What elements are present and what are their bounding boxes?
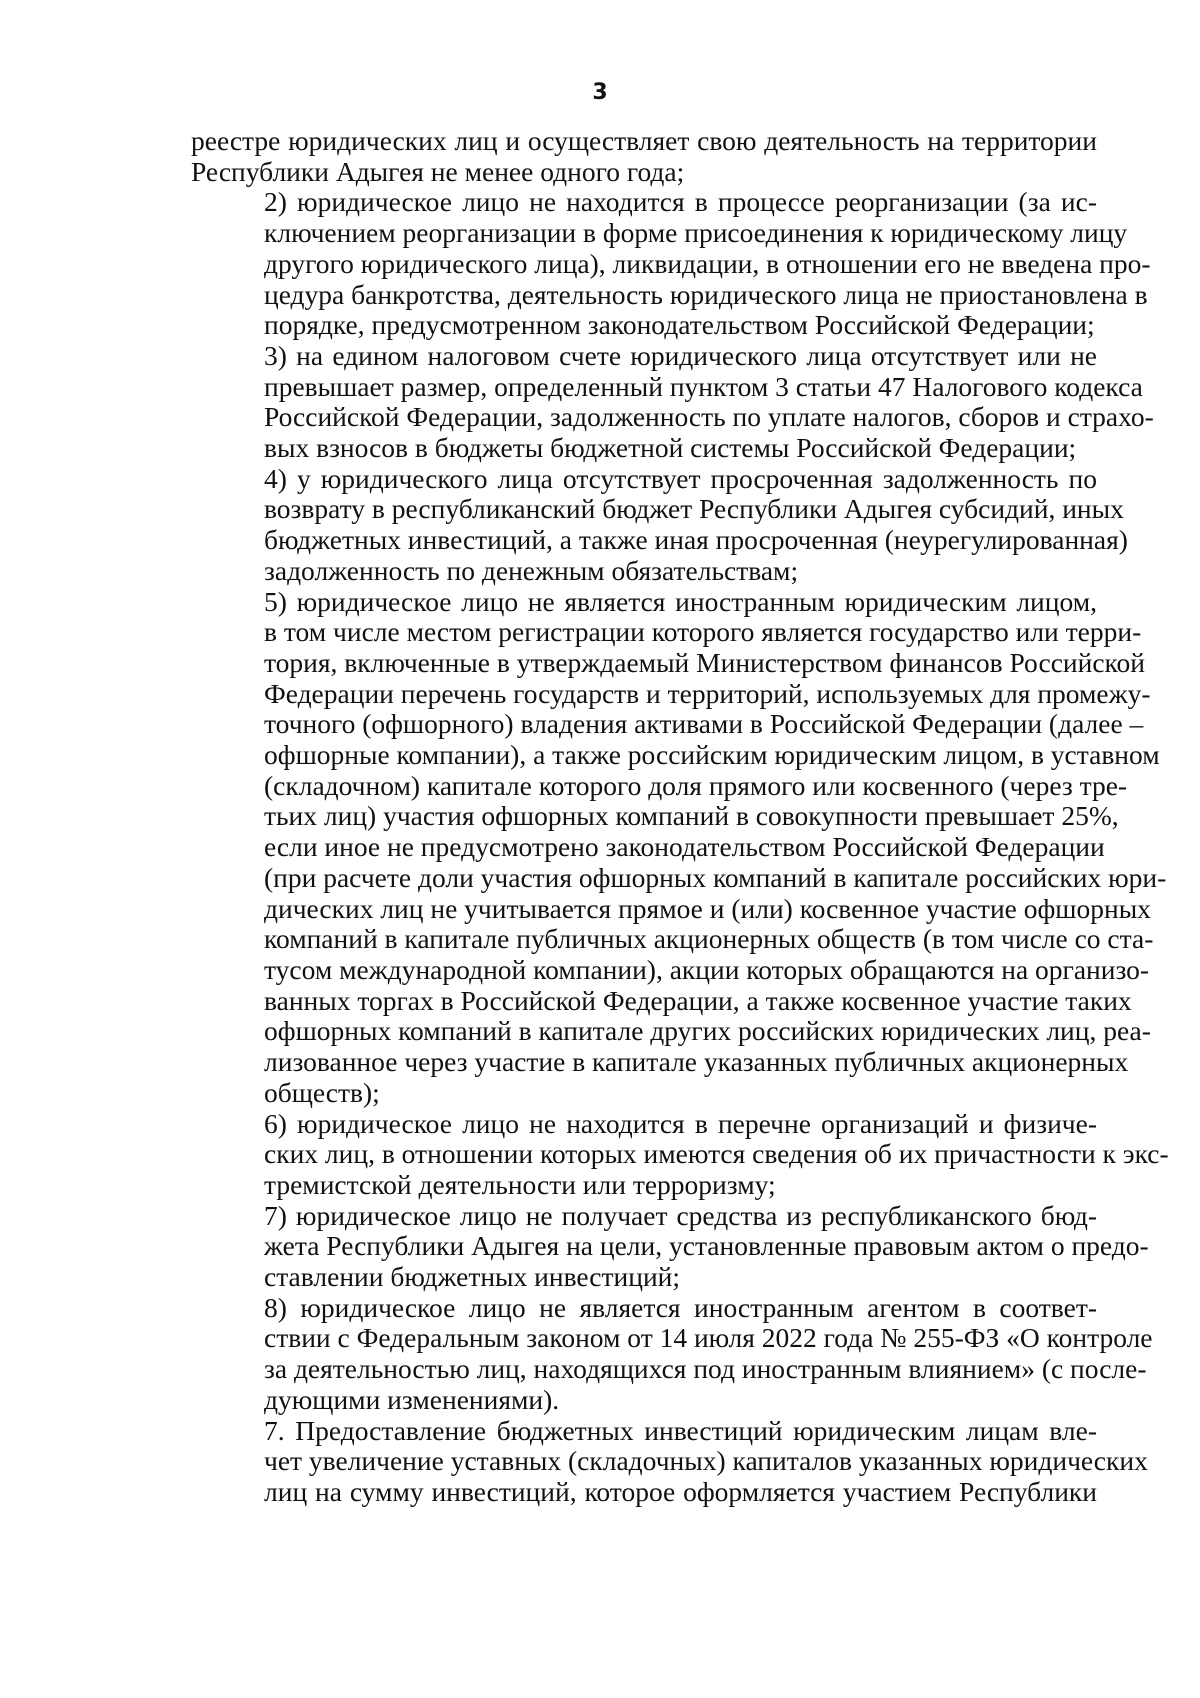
text-line: ставлении бюджетных инвестиций; <box>264 1261 681 1293</box>
text-line: 3) на едином налоговом счете юридического лица отсутствует или не <box>264 339 1097 371</box>
text-line: ствии с Федеральным законом от 14 июля 2022 года № 255-ФЗ «О контроле <box>264 1322 1153 1354</box>
text-line: ванных торгах в Российской Федерации, а также косвенное участие таких <box>264 984 1132 1016</box>
paragraph <box>191 1291 1153 1416</box>
text-line: 8) юридическое лицо не является иностранным агентом в соответ- <box>264 1291 1097 1323</box>
paragraph <box>191 462 1128 587</box>
text-line: Российской Федерации, задолженность по уплате налогов, сборов и страхо- <box>264 401 1154 433</box>
text-line: возврату в республиканский бюджет Республики Адыгея субсидий, иных <box>264 493 1124 525</box>
text-line: 4) у юридического лица отсутствует просроченная задолженность по <box>264 462 1097 494</box>
text-line: бюджетных инвестиций, а также иная просроченная (неурегулированная) <box>264 524 1128 556</box>
text-line: если иное не предусмотрено законодательством Российской Федерации <box>264 831 1105 863</box>
text-line: Федерации перечень государств и территорий, используемых для промежу- <box>264 677 1151 709</box>
paragraph <box>191 1107 1169 1201</box>
page-number: 3 <box>592 80 608 105</box>
text-line: (при расчете доли участия офшорных компаний в капитале российских юри- <box>264 861 1167 893</box>
text-line: за деятельностью лиц, находящихся под иностранным влиянием» (с после- <box>264 1353 1147 1385</box>
document-body <box>191 125 1169 1508</box>
text-line: чет увеличение уставных (складочных) капиталов указанных юридических <box>264 1445 1148 1477</box>
text-line: 7) юридическое лицо не получает средства из республиканского бюд- <box>264 1199 1097 1231</box>
text-line: другого юридического лица), ликвидации, в отношении его не введена про- <box>264 247 1151 279</box>
text-line: тория, включенные в утверждаемый Министерством финансов Российской <box>264 646 1145 678</box>
text-line: вых взносов в бюджеты бюджетной системы Российской Федерации; <box>264 432 1077 464</box>
text-line: офшорных компаний в капитале других российских юридических лиц, реа- <box>264 1015 1151 1047</box>
paragraph <box>191 126 1097 187</box>
text-line: компаний в капитале публичных акционерных обществ (в том числе со ста- <box>264 923 1154 955</box>
text-line: цедура банкротства, деятельность юридического лица не приостановлена в <box>264 278 1148 310</box>
paragraph <box>191 339 1154 464</box>
paragraph <box>191 1414 1148 1508</box>
text-line: обществ); <box>264 1076 380 1108</box>
text-line: ских лиц, в отношении которых имеются сведения об их причастности к экс- <box>264 1138 1169 1170</box>
text-line: 2) юридическое лицо не находится в процессе реорганизации (за ис- <box>264 186 1097 218</box>
text-line: Республики Адыгея не менее одного года; <box>191 155 685 187</box>
text-line: задолженность по денежным обязательствам; <box>264 554 799 586</box>
text-line: офшорные компании), а также российским юридическим лицом, в уставном <box>264 739 1160 771</box>
text-line: реестре юридических лиц и осуществляет свою деятельность на территории <box>191 125 1097 156</box>
text-line: тремистской деятельности или терроризму; <box>264 1168 776 1200</box>
text-line: (складочном) капитале которого доля прямого или косвенного (через тре- <box>264 769 1128 801</box>
text-line: тусом международной компании), акции которых обращаются на организо- <box>264 953 1150 985</box>
text-line: 5) юридическое лицо не является иностранным юридическим лицом, <box>264 585 1097 617</box>
text-line: жета Республики Адыгея на цели, установленные правовым актом о предо- <box>264 1230 1149 1262</box>
text-line: лизованное через участие в капитале указанных публичных акционерных <box>264 1046 1129 1078</box>
text-line: ключением реорганизации в форме присоединения к юридическому лицу <box>264 217 1128 249</box>
text-line: тьих лиц) участия офшорных компаний в совокупности превышает 25%, <box>264 800 1119 832</box>
paragraph <box>191 186 1151 341</box>
paragraph <box>191 585 1167 1109</box>
text-line: лиц на сумму инвестиций, которое оформляется участием Республики <box>264 1475 1097 1507</box>
text-line: дующими изменениями). <box>264 1383 560 1415</box>
text-line: превышает размер, определенный пунктом 3 статьи 47 Налогового кодекса <box>264 370 1143 402</box>
text-line: точного (офшорного) владения активами в Российской Федерации (далее – <box>264 708 1144 740</box>
text-line: 6) юридическое лицо не находится в перечне организаций и физиче- <box>264 1107 1097 1139</box>
text-line: в том числе местом регистрации которого является государство или терри- <box>264 616 1142 648</box>
text-line: порядке, предусмотренном законодательством Российской Федерации; <box>264 309 1095 341</box>
text-line: 7. Предоставление бюджетных инвестиций юридическим лицам вле- <box>264 1414 1097 1446</box>
text-line: дических лиц не учитывается прямое и (или) косвенное участие офшорных <box>264 892 1151 924</box>
paragraph <box>191 1199 1149 1293</box>
